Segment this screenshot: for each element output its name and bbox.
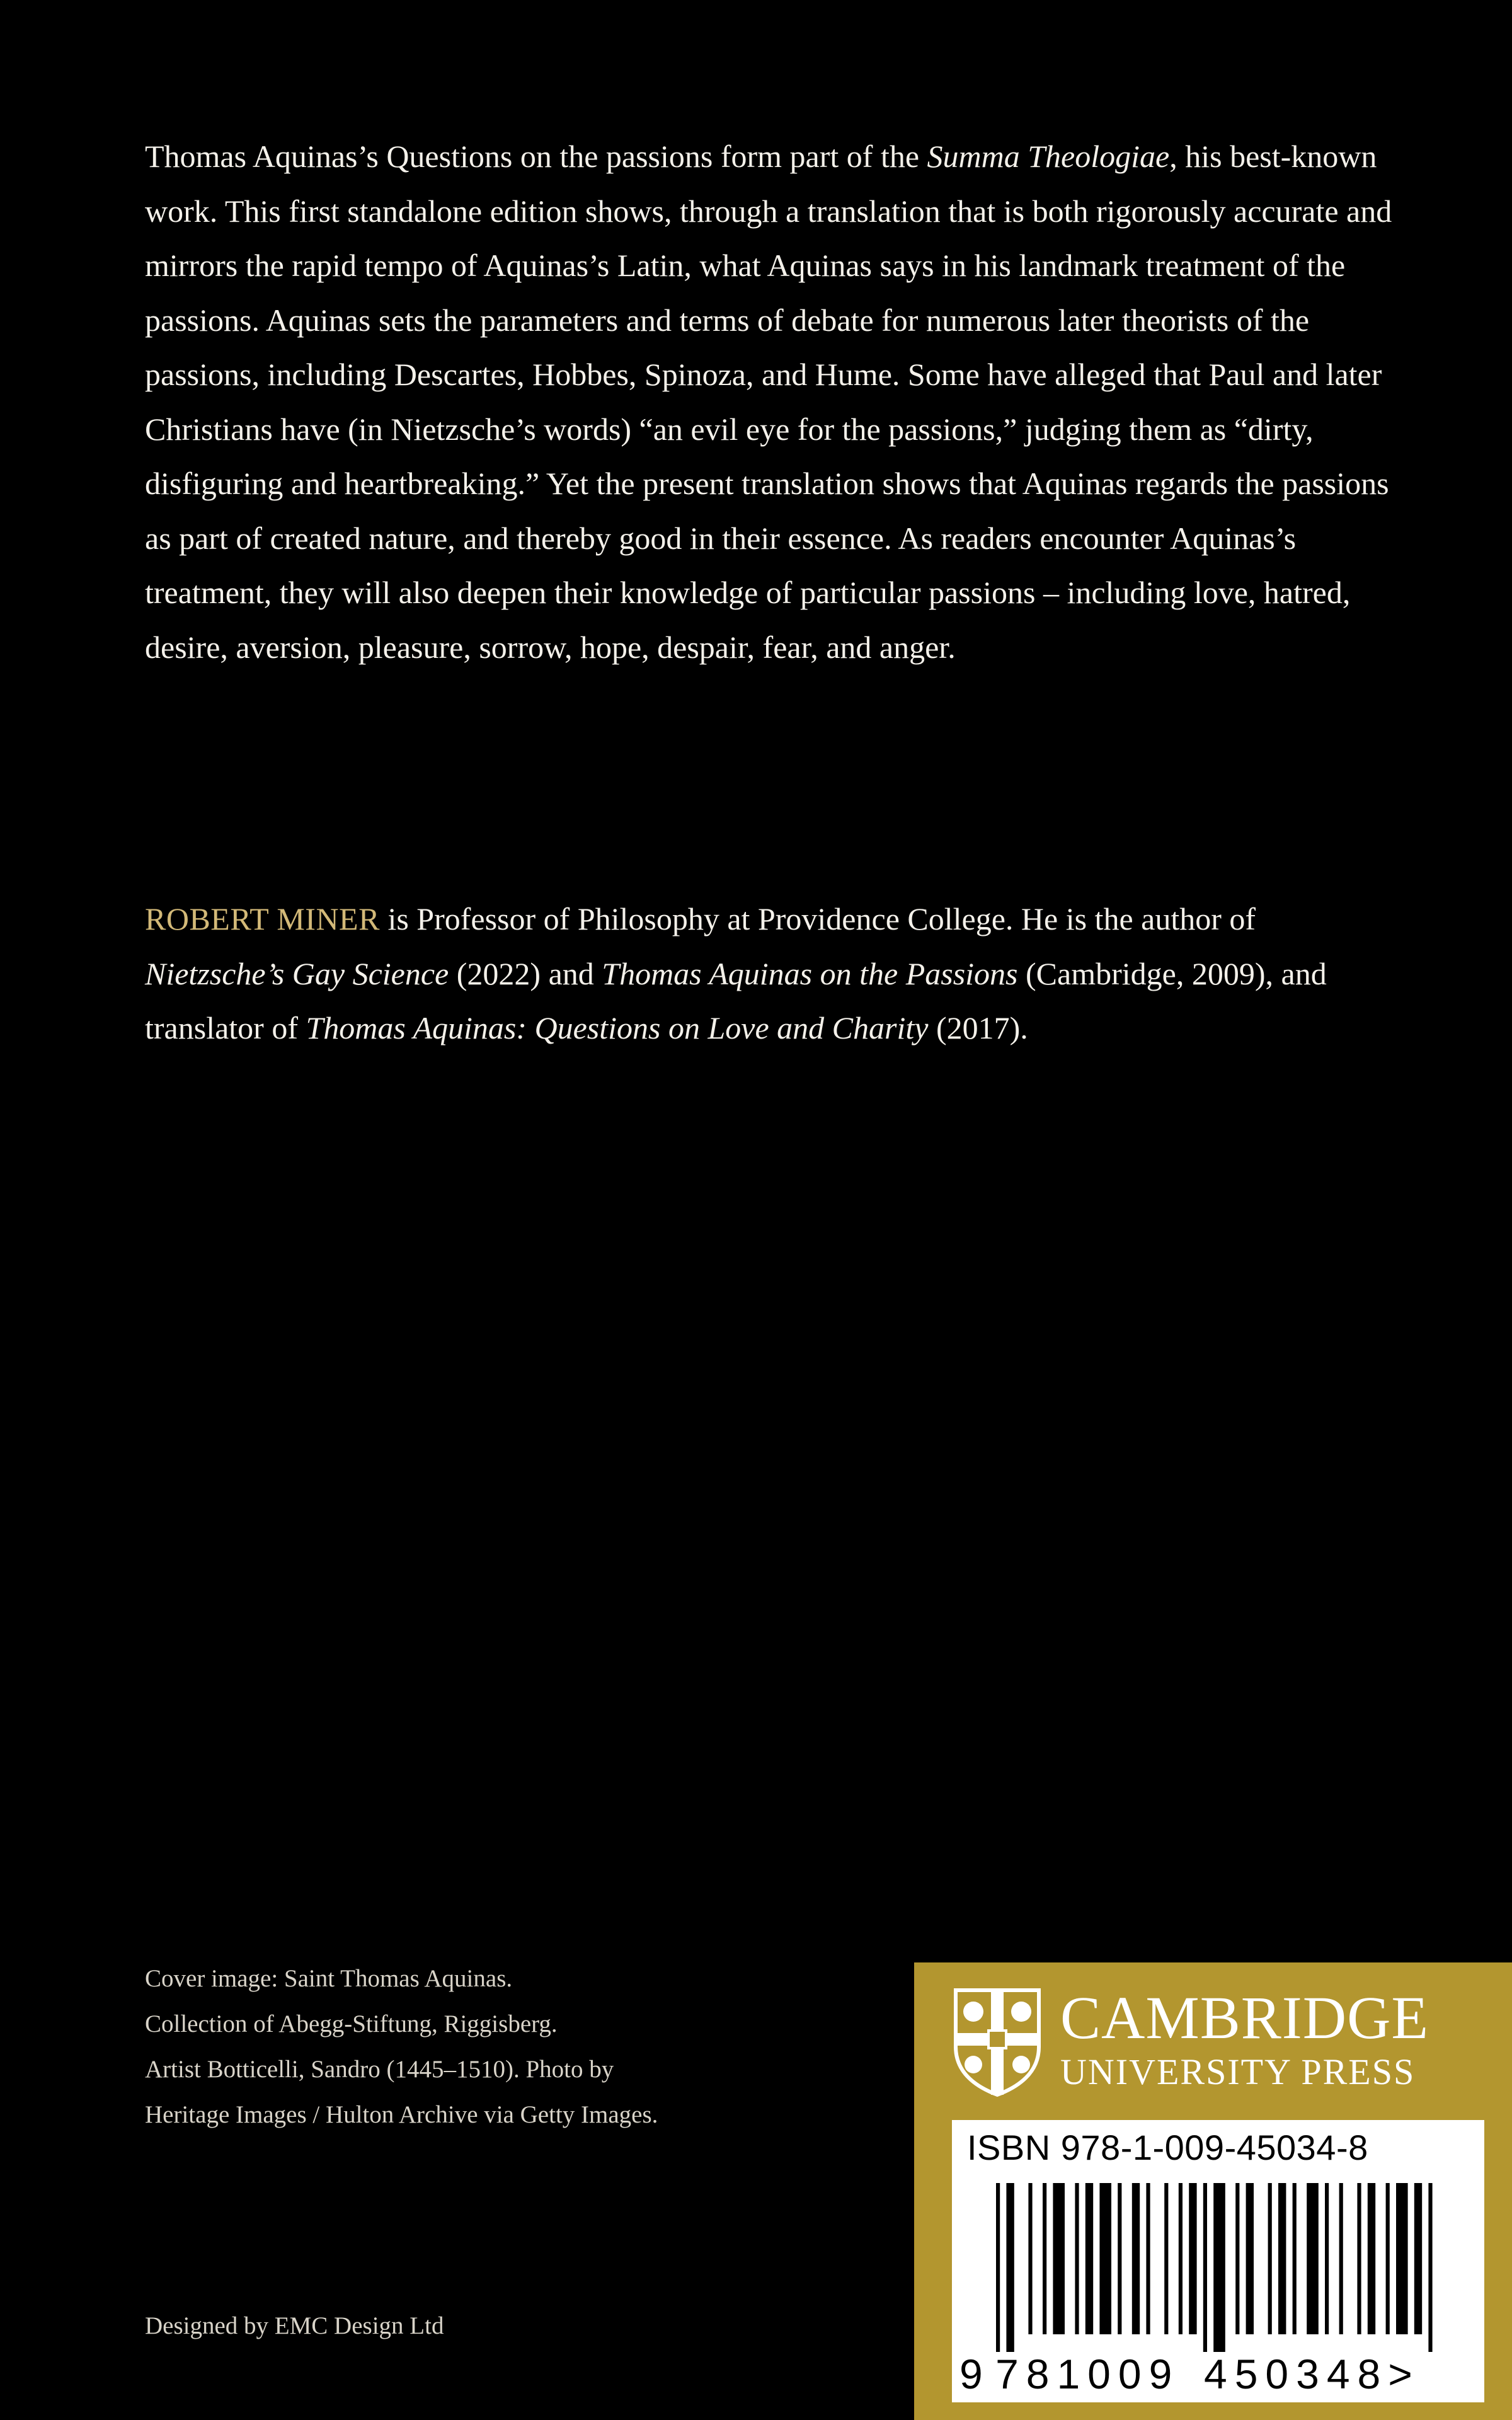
author-bio xyxy=(145,892,1392,1056)
bio-text-3: (Cambridge, 2009), and translator of xyxy=(145,955,1327,1046)
barcode-digits xyxy=(959,2352,1476,2396)
designer-credit: Designed by EMC Design Ltd xyxy=(145,2312,444,2339)
barcode-left-digits: 781009 xyxy=(995,2351,1180,2397)
cambridge-shield-icon xyxy=(952,1986,1043,2097)
description-text-2: , his best-known work. This first standalone edition shows, through a translation that is both rigorously accurate and mirrors the rapid tempo of Aquinas’s Latin, what Aquinas says in his landmark treatment of the passions. Aquinas sets the parameters and terms of debate for numerous later theorists of the passions, including Descartes, Hobbes, Spinoza, and Hume. Some have alleged that Paul and later Christians have (in Nietzsche’s words) “an evil eye for the passions,” judging them as “dirty, disfiguring and heartbreaking.” Yet the present translation shows that Aquinas regards the passions as part of created nature, and thereby good in their essence. As readers encounter Aquinas’s treatment, they will also deepen their knowledge of particular passions – including love, hatred, desire, aversion, pleasure, sorrow, hope, despair, fear, and anger. xyxy=(145,139,1392,665)
bio-book-3: Thomas Aquinas: Questions on Love and Charity xyxy=(306,1010,929,1046)
author-name: ROBERT MINER xyxy=(145,901,380,936)
cover-credits xyxy=(145,1956,869,2138)
credit-line: Collection of Abegg-Stiftung, Riggisberg. xyxy=(145,2010,558,2037)
isbn-label: ISBN 978-1-009-45034-8 xyxy=(967,2128,1368,2167)
book-description xyxy=(145,129,1392,674)
bio-book-1: Nietzsche’s Gay Science xyxy=(145,955,449,991)
barcode-box xyxy=(952,2120,1484,2402)
barcode-end-mark: > xyxy=(1388,2351,1413,2397)
publisher-subtitle: UNIVERSITY PRESS xyxy=(1060,2051,1416,2092)
barcode-icon xyxy=(977,2183,1459,2352)
bio-text-4: (2017). xyxy=(928,1010,1028,1046)
barcode-right-digits: 450348 xyxy=(1204,2351,1389,2397)
credit-line: Cover image: Saint Thomas Aquinas. xyxy=(145,1965,513,1992)
bio-book-2: Thomas Aquinas on the Passions xyxy=(602,955,1018,991)
bio-text-1: is Professor of Philosophy at Providence College. He is the author of xyxy=(379,901,1256,936)
credit-line: Artist Botticelli, Sandro (1445–1510). Photo by xyxy=(145,2056,614,2083)
publisher-name: CAMBRIDGE xyxy=(1060,1984,1429,2051)
description-text-1: Thomas Aquinas’s Questions on the passions form part of the xyxy=(145,139,927,174)
bio-text-2: (2022) and xyxy=(449,955,602,991)
barcode-lead-digit: 9 xyxy=(959,2351,983,2397)
summa-title: Summa Theologiae xyxy=(927,139,1170,174)
credit-line: Heritage Images / Hulton Archive via Getty Images. xyxy=(145,2101,658,2128)
publisher-panel xyxy=(914,1962,1512,2420)
